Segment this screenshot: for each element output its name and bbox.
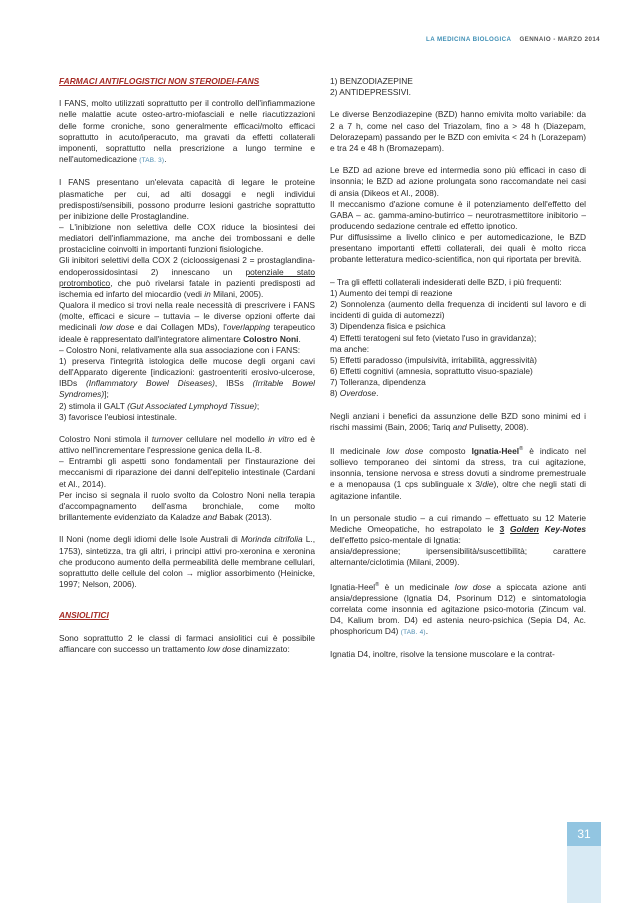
- page-edge-strip: [567, 846, 601, 903]
- paragraph-cox2: Gli inibitori selettivi della COX 2 (cicloossigenasi 2 = prostaglandina-endoperossidosintasi 2) innescano un potenziale stato protrombotico, che può rivelarsi fatale in pazienti predisposti ad ischemia ed infarto del miocardio (vedi in Milani, 2005).: [59, 255, 316, 299]
- right-column: [330, 76, 586, 672]
- table-reference-4[interactable]: (TAB. 4): [400, 629, 426, 637]
- issue-date: GENNAIO - MARZO 2014: [519, 36, 600, 43]
- paragraph-gaba: Il meccanismo d'azione comune è il potenziamento dell'effetto del GABA – ac. gamma-amino-butirrico – neurotrasmettitore inibitorio – producendo sedazione centrale ed effetto ipnotico.: [330, 198, 586, 231]
- running-header: [40, 36, 600, 43]
- keynote-count: 3: [499, 523, 505, 534]
- arrow-icon: →: [185, 567, 195, 578]
- paragraph-colostro-fans: – Colostro Noni, relativamente alla sua associazione con i FANS:: [59, 344, 301, 355]
- page-number: 31: [567, 822, 601, 846]
- product-name: Colostro Noni: [243, 333, 299, 344]
- underlined-text: potenziale stato protrombotico: [59, 266, 316, 288]
- paragraph-cox-inhibition: – L'inibizione non selettiva delle COX riduce la biosintesi dei mediatori dell'infiammazione, ma anche dei trombossani e delle prostacicline coinvolti in importanti funzioni fisiologiche.: [59, 222, 315, 255]
- list-item: 1) Aumento dei tempi di reazione: [330, 287, 453, 298]
- product-name: Ignatia-Heel: [471, 445, 520, 456]
- section-heading-fans: FARMACI ANTIFLOGISTICI NON STEROIDEI-FANS: [59, 76, 260, 86]
- table-reference-3[interactable]: (TAB. 3): [139, 157, 165, 165]
- list-item: 2) ANTIDEPRESSIVI.: [330, 87, 411, 98]
- paragraph-ignatia-heel: Il medicinale low dose composto Ignatia-Heel® è indicato nel sollievo temporaneo dei sintomi da stress, tra cui agitazione, insonnia, tensione nervosa e stress dovuti a sindrome premestruale e a menopausa (1 cps sublinguale x 3/die), oltre che negli stati di agitazione infantile.: [330, 445, 587, 501]
- paragraph-ignatia-d4: Ignatia D4, inoltre, risolve la tensione muscolare e la contrat-: [330, 649, 555, 660]
- left-column: [59, 76, 315, 666]
- list-item: 3) Dipendenza fisica e psichica: [330, 321, 446, 332]
- section-heading-ansiolitici: ANSIOLITICI: [59, 610, 109, 621]
- paragraph-fans-intro: I FANS, molto utilizzati soprattutto per il controllo dell'infiammazione nelle malattie acute osteo-artro-miofasciali e nelle riacutizzazioni delle forme croniche, sono generalmente efficaci/molto efficaci soprattutto in acuto/iperacuto, ma gravati da effetti collaterali imponenti, soprattutto nella prescrizione a lungo termine e nell'automedicazione (TAB. 3).: [59, 98, 315, 165]
- paragraph-golden-keynotes: In un personale studio – a cui rimando – effettuato su 12 Materie Mediche Omeopatiche, ho estrapolato le 3 Golden Key-Notes dell'effetto psico-mentale di Ignatia:: [330, 512, 587, 546]
- paragraph-fans-proteins: I FANS presentano un'elevata capacità di legare le proteine plasmatiche per cui, ad alti dosaggi e negli individui predisposti/sensibili, possono produrre lesioni gastriche soprattutto per inibizione delle Prostaglandine.: [59, 177, 315, 221]
- list-item: 5) Effetti paradosso (impulsività, irritabilità, aggressività): [330, 354, 537, 365]
- paragraph-noni: Il Noni (nome degli idiomi delle Isole Australi di Morinda citrifolia L., 1753), sintetizza, tra gli altri, i principi attivi pro-xeronina e xeronina che producono aumento della permeabilità delle membrane cellulari, soprattutto delle cellule del colon → miglior assorbimento (Heinicke, 1997; Nelson, 2006).: [59, 534, 316, 589]
- list-item: 2) stimola il GALT (Gut Associated Lymphoyd Tissue);: [59, 400, 260, 411]
- paragraph-ignatia-traits: ansia/depressione; ipersensibilità/suscettibilità; carattere alternante/ciclotimia (Milani, 2009).: [330, 546, 586, 568]
- paragraph-colostro-turnover: Colostro Noni stimola il turnover cellulare nel modello in vitro ed è attivo nell'incrementare l'espressione genica della IL-8.: [59, 433, 316, 456]
- paragraph-bzd-halflife: Le diverse Benzodiazepine (BZD) hanno emivita molto variabile: da 2 a 7 h, come nel caso del Triazolam, fino a > 48 h (Diazepam, Delorazepam) passando per le BZD con emivita < 24 h (Lorazepam) e tra 24 e 48 h (Bromazepam).: [330, 109, 586, 153]
- paragraph-side-effects-intro: – Tra gli effetti collaterali indesiderati delle BZD, i più frequenti:: [330, 276, 562, 287]
- list-item: 4) Effetti teratogeni sul feto (vietato l'uso in gravidanza);: [330, 332, 537, 343]
- paragraph-elderly: Negli anziani i benefici da assunzione delle BZD sono minimi ed i rischi massimi (Bain, 2006; Tariq and Pulisetty, 2008).: [330, 410, 586, 432]
- list-item: 3) favorisce l'eubiosi intestinale.: [59, 411, 177, 422]
- paragraph-repair: – Entrambi gli aspetti sono fondamentali per l'instaurazione dei meccanismi di riparazione dei danni dell'epitelio intestinale (Cardani et Al., 2014).: [59, 456, 315, 489]
- list-item: 8) Overdose.: [330, 388, 379, 399]
- paragraph-ansiolitici: Sono soprattutto 2 le classi di farmaci ansiolitici cui è possibile affiancare con successo un trattamento low dose dinamizzato:: [59, 632, 315, 654]
- paragraph-ignatia-composition: Ignatia-Heel® è un medicinale low dose a spiccata azione anti ansia/depressione (Ignatia D4, Psorinum D12) e sintomatologia correlata come insonnia ed agitazione psico-motoria (Zincum val. D4, Kalium brom. D4) ed astenia neuro-psichica (Sepia D4, Ac. phosphoricum D4) (TAB. 4).: [330, 581, 587, 637]
- paragraph-prescription: Qualora il medico si trovi nella reale necessità di prescrivere i FANS (molte, efficaci e sicure – tuttavia – le diverse opzioni offerte dai medicinali low dose e dai Collagen MDs), l'overlapping terapeutico ideale è rappresentato dall'integratore alimentare Colostro Noni.: [59, 300, 316, 344]
- journal-name: LA MEDICINA BIOLOGICA: [426, 36, 512, 43]
- list-item: 2) Sonnolenza (aumento della frequenza di incidenti sul lavoro e di incidenti di guida di automezzi): [330, 299, 586, 321]
- list-item: 1) preserva l'integrità istologica delle mucose degli organi cavi dell'Apparato digerente [indicazioni: gastroenteriti erosivo-ulcerose, IBDs (Inflammatory Bowel Diseases), IBSs (Irritable Bowel Syndromes)];: [59, 355, 315, 400]
- keynotes-label: Key-Notes: [544, 523, 587, 534]
- paragraph-asthma: Per inciso si segnala il ruolo svolto da Colostro Noni nella terapia d'accompagnamento dell'asma bronchiale, come molto brillantemente evidenziato da Kaladze and Babak (2013).: [59, 489, 315, 523]
- list-item: ma anche:: [330, 343, 370, 354]
- list-item: 6) Effetti cognitivi (amnesia, soprattutto visuo-spaziale): [330, 366, 533, 377]
- list-item: 1) BENZODIAZEPINE: [330, 76, 413, 86]
- paragraph-bzd-action: Le BZD ad azione breve ed intermedia sono più efficaci in caso di insonnia; le BZD ad azione prolungata sono raccomandate nei casi di ansia (Dikeos et Al., 2008).: [330, 165, 586, 198]
- list-item: 7) Tolleranza, dipendenza: [330, 377, 426, 388]
- paragraph-bzd-side-effects: Pur diffusissime a livello clinico e per automedicazione, le BZD presentano importanti effetti collaterali, dei quali è molto ricca probante letteratura medico-scientifica, non qui riportata per brevità.: [330, 232, 586, 265]
